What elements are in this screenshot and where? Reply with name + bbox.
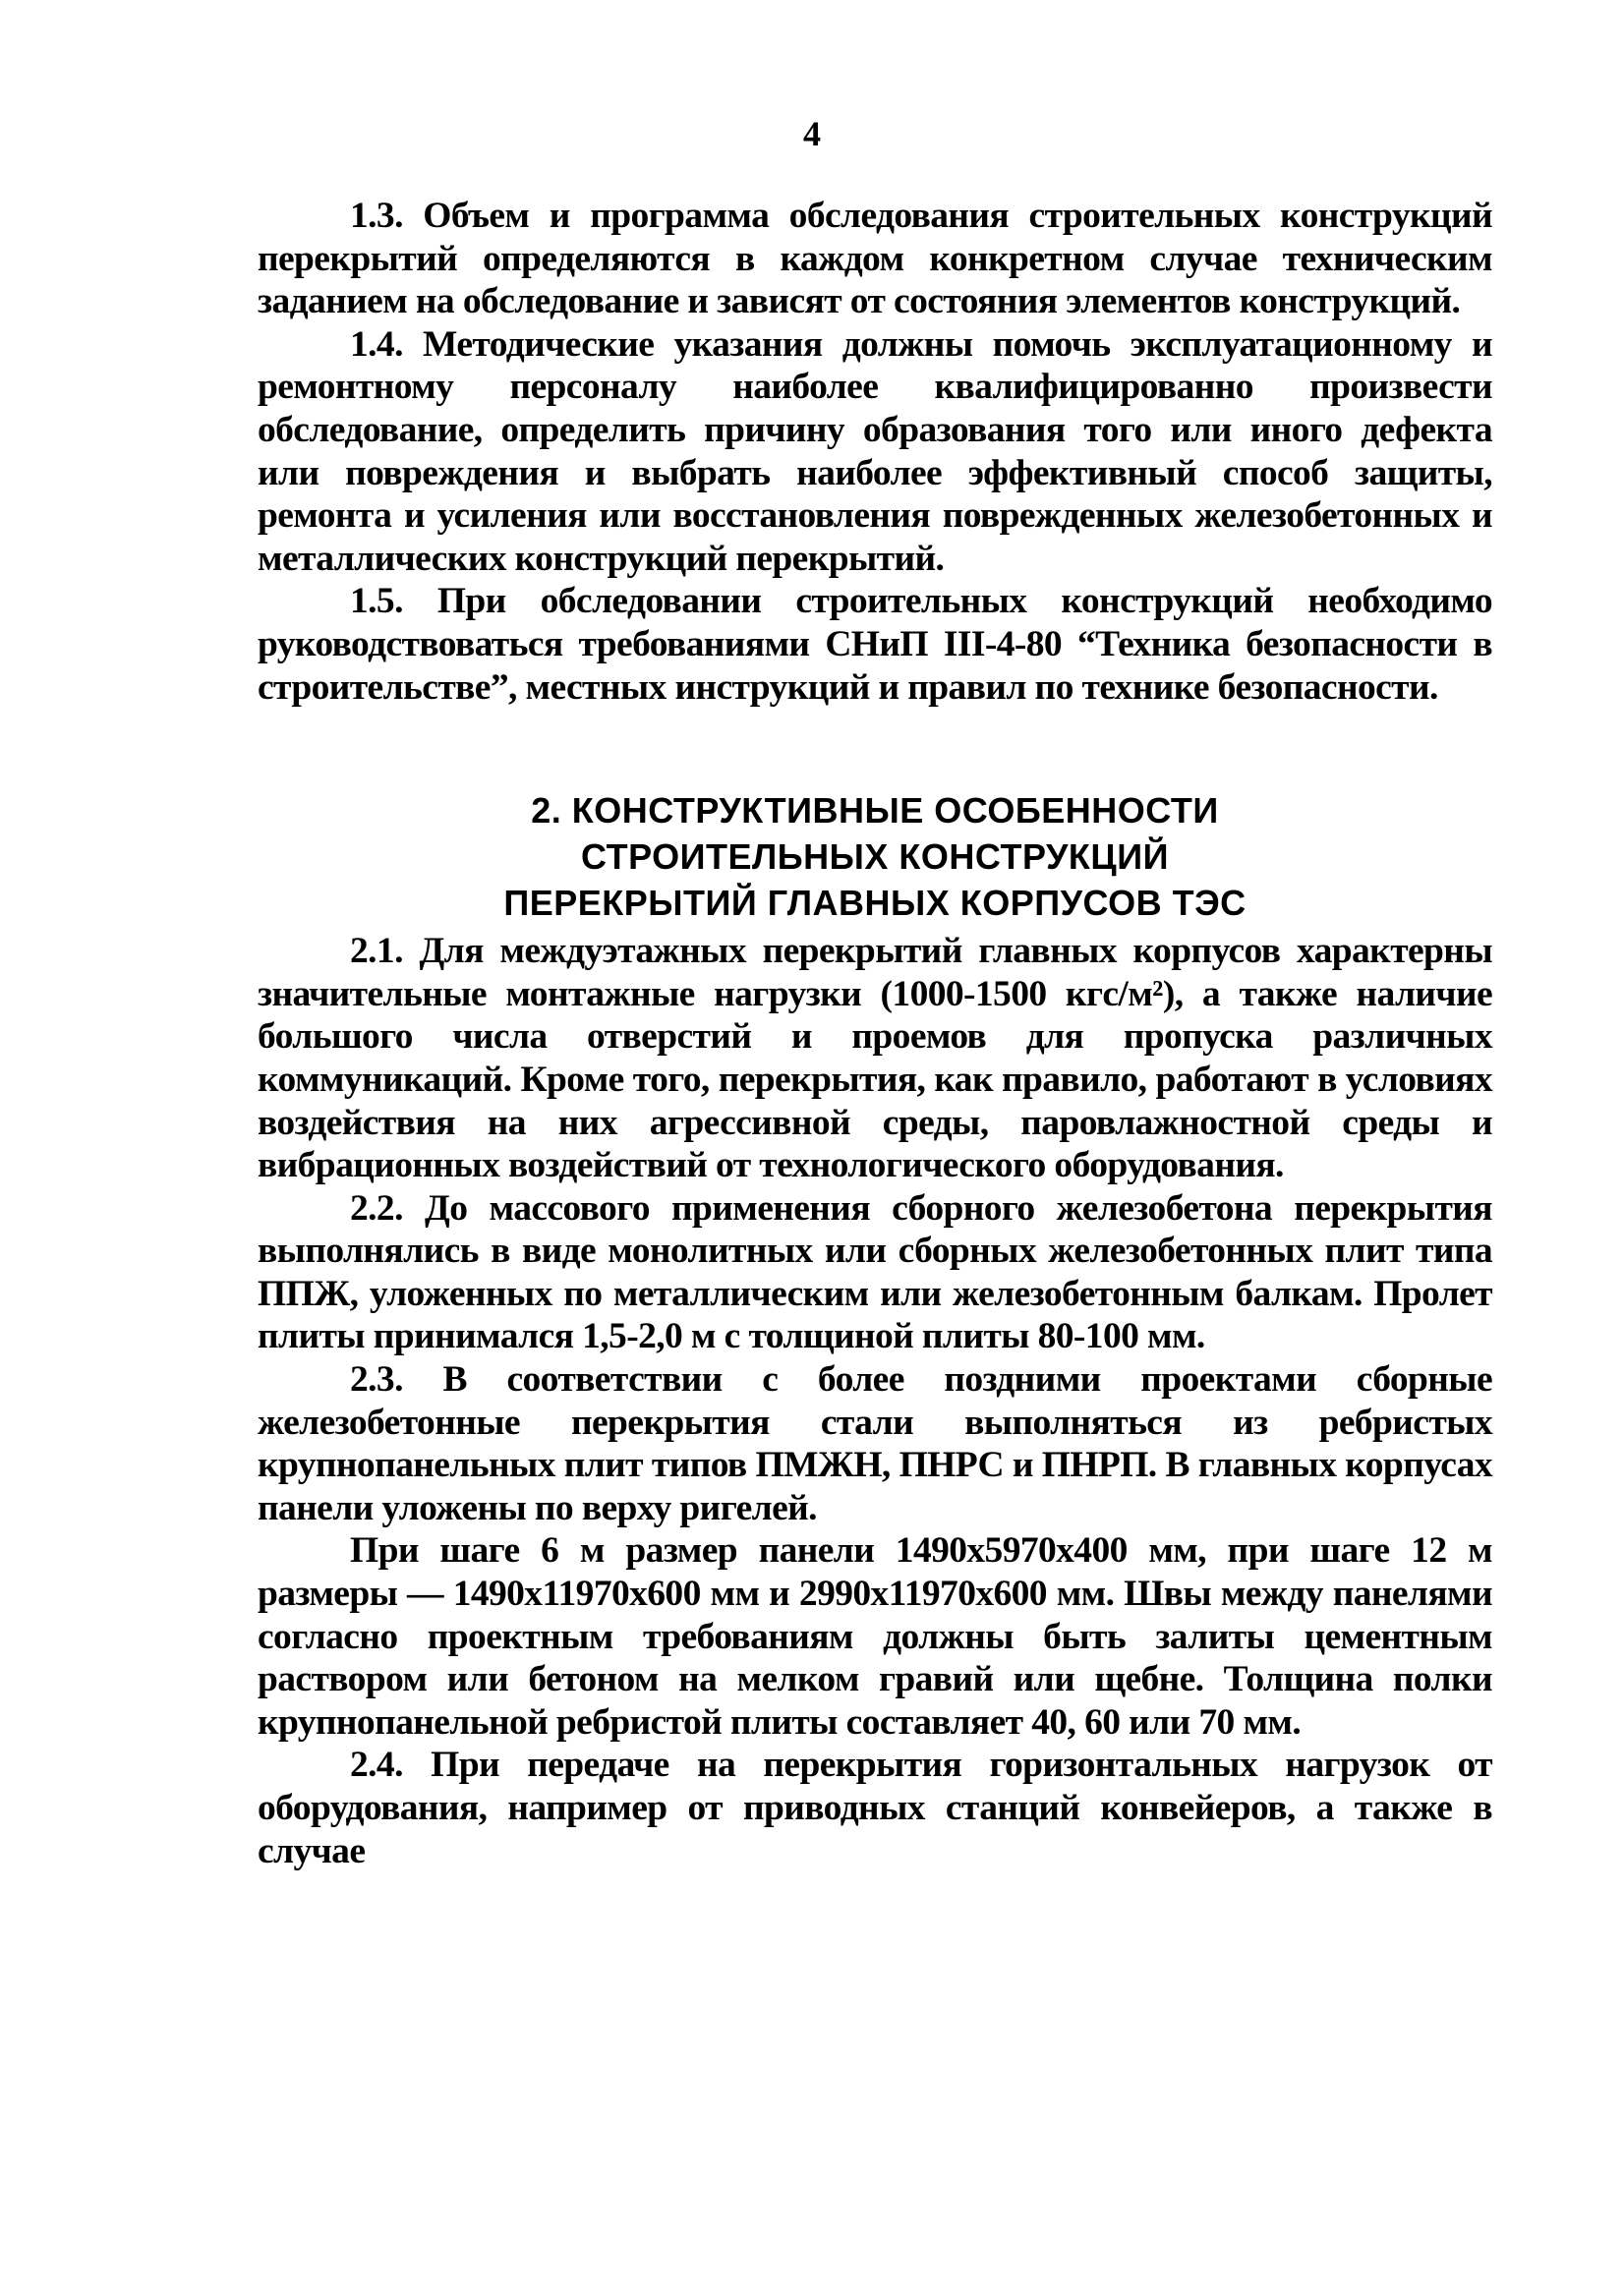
section-heading-line-1: 2. КОНСТРУКТИВНЫЕ ОСОБЕННОСТИ (531, 790, 1219, 832)
section-heading (258, 709, 1492, 930)
paragraph-1-3: 1.3. Объем и программа обследования строительных конструкций перекрытий определяются в каждом конкретном случае техническим заданием на обследование и зависят от состояния элементов конструкций. (258, 196, 1492, 322)
text-column (258, 195, 1492, 1872)
page-number: 4 (803, 114, 821, 153)
paragraph-2-4: 2.4. При передаче на перекрытия горизонтальных нагрузок от оборудования, например от приводных станций конвейеров, а также в случае (258, 1745, 1492, 1871)
paragraph-1-5: 1.5. При обследовании строительных конструкций необходимо руководствоваться требованиями СНиП III-4-80 “Техника безопасности в строительстве”, местных инструкций и правил по технике безопасности. (258, 581, 1492, 708)
paragraph-2-1: 2.1. Для междуэтажных перекрытий главных корпусов характерны значительные монтажные нагрузки (1000-1500 кгс/м²), а также наличие большого числа отверстий и проемов для пропуска различных коммуникаций. Кроме того, перекрытия, как правило, работают в условиях воздействия на них агрессивной среды, паровлажностной среды и вибрационных воздействий от технологического оборудования. (258, 931, 1492, 1186)
paragraph-2-2: 2.2. До массового применения сборного железобетона перекрытия выполнялись в виде монолитных или сборных железобетонных плит типа ППЖ, уложенных по металлическим или железобетонным балкам. Пролет плиты принимался 1,5-2,0 м с толщиной плиты 80-100 мм. (258, 1187, 1492, 1357)
section-heading-line-3: ПЕРЕКРЫТИЙ ГЛАВНЫХ КОРПУСОВ ТЭС (503, 883, 1247, 924)
paragraph-1-4: 1.4. Методические указания должны помочь эксплуатационному и ремонтному персоналу наиболее квалифицированно произвести обследование, определить причину образования того или иного дефекта или повреждения и выбрать наиболее эффективный способ защиты, ремонта и усиления или восстановления поврежденных железобетонных и металлических конструкций перекрытий. (258, 323, 1492, 579)
paragraph-2-3: 2.3. В соответствии с более поздними проектами сборные железобетонные перекрытия стали выполняться из ребристых крупнопанельных плит типов ПМЖН, ПНРС и ПНРП. В главных корпусах панели уложены по верху ригелей. (258, 1359, 1492, 1528)
paragraph-panel-sizes: При шаге 6 м размер панели 1490х5970х400 мм, при шаге 12 м размеры — 1490х11970х600 мм и 2990х11970х600 мм. Швы между панелями согласно проектным требованиям должны быть залиты цементным раствором или бетоном на мелком гравий или щебне. Толщина полки крупнопанельной ребристой плиты составляет 40, 60 или 70 мм. (258, 1530, 1492, 1743)
section-heading-line-2: СТРОИТЕЛЬНЫХ КОНСТРУКЦИЙ (581, 836, 1169, 878)
